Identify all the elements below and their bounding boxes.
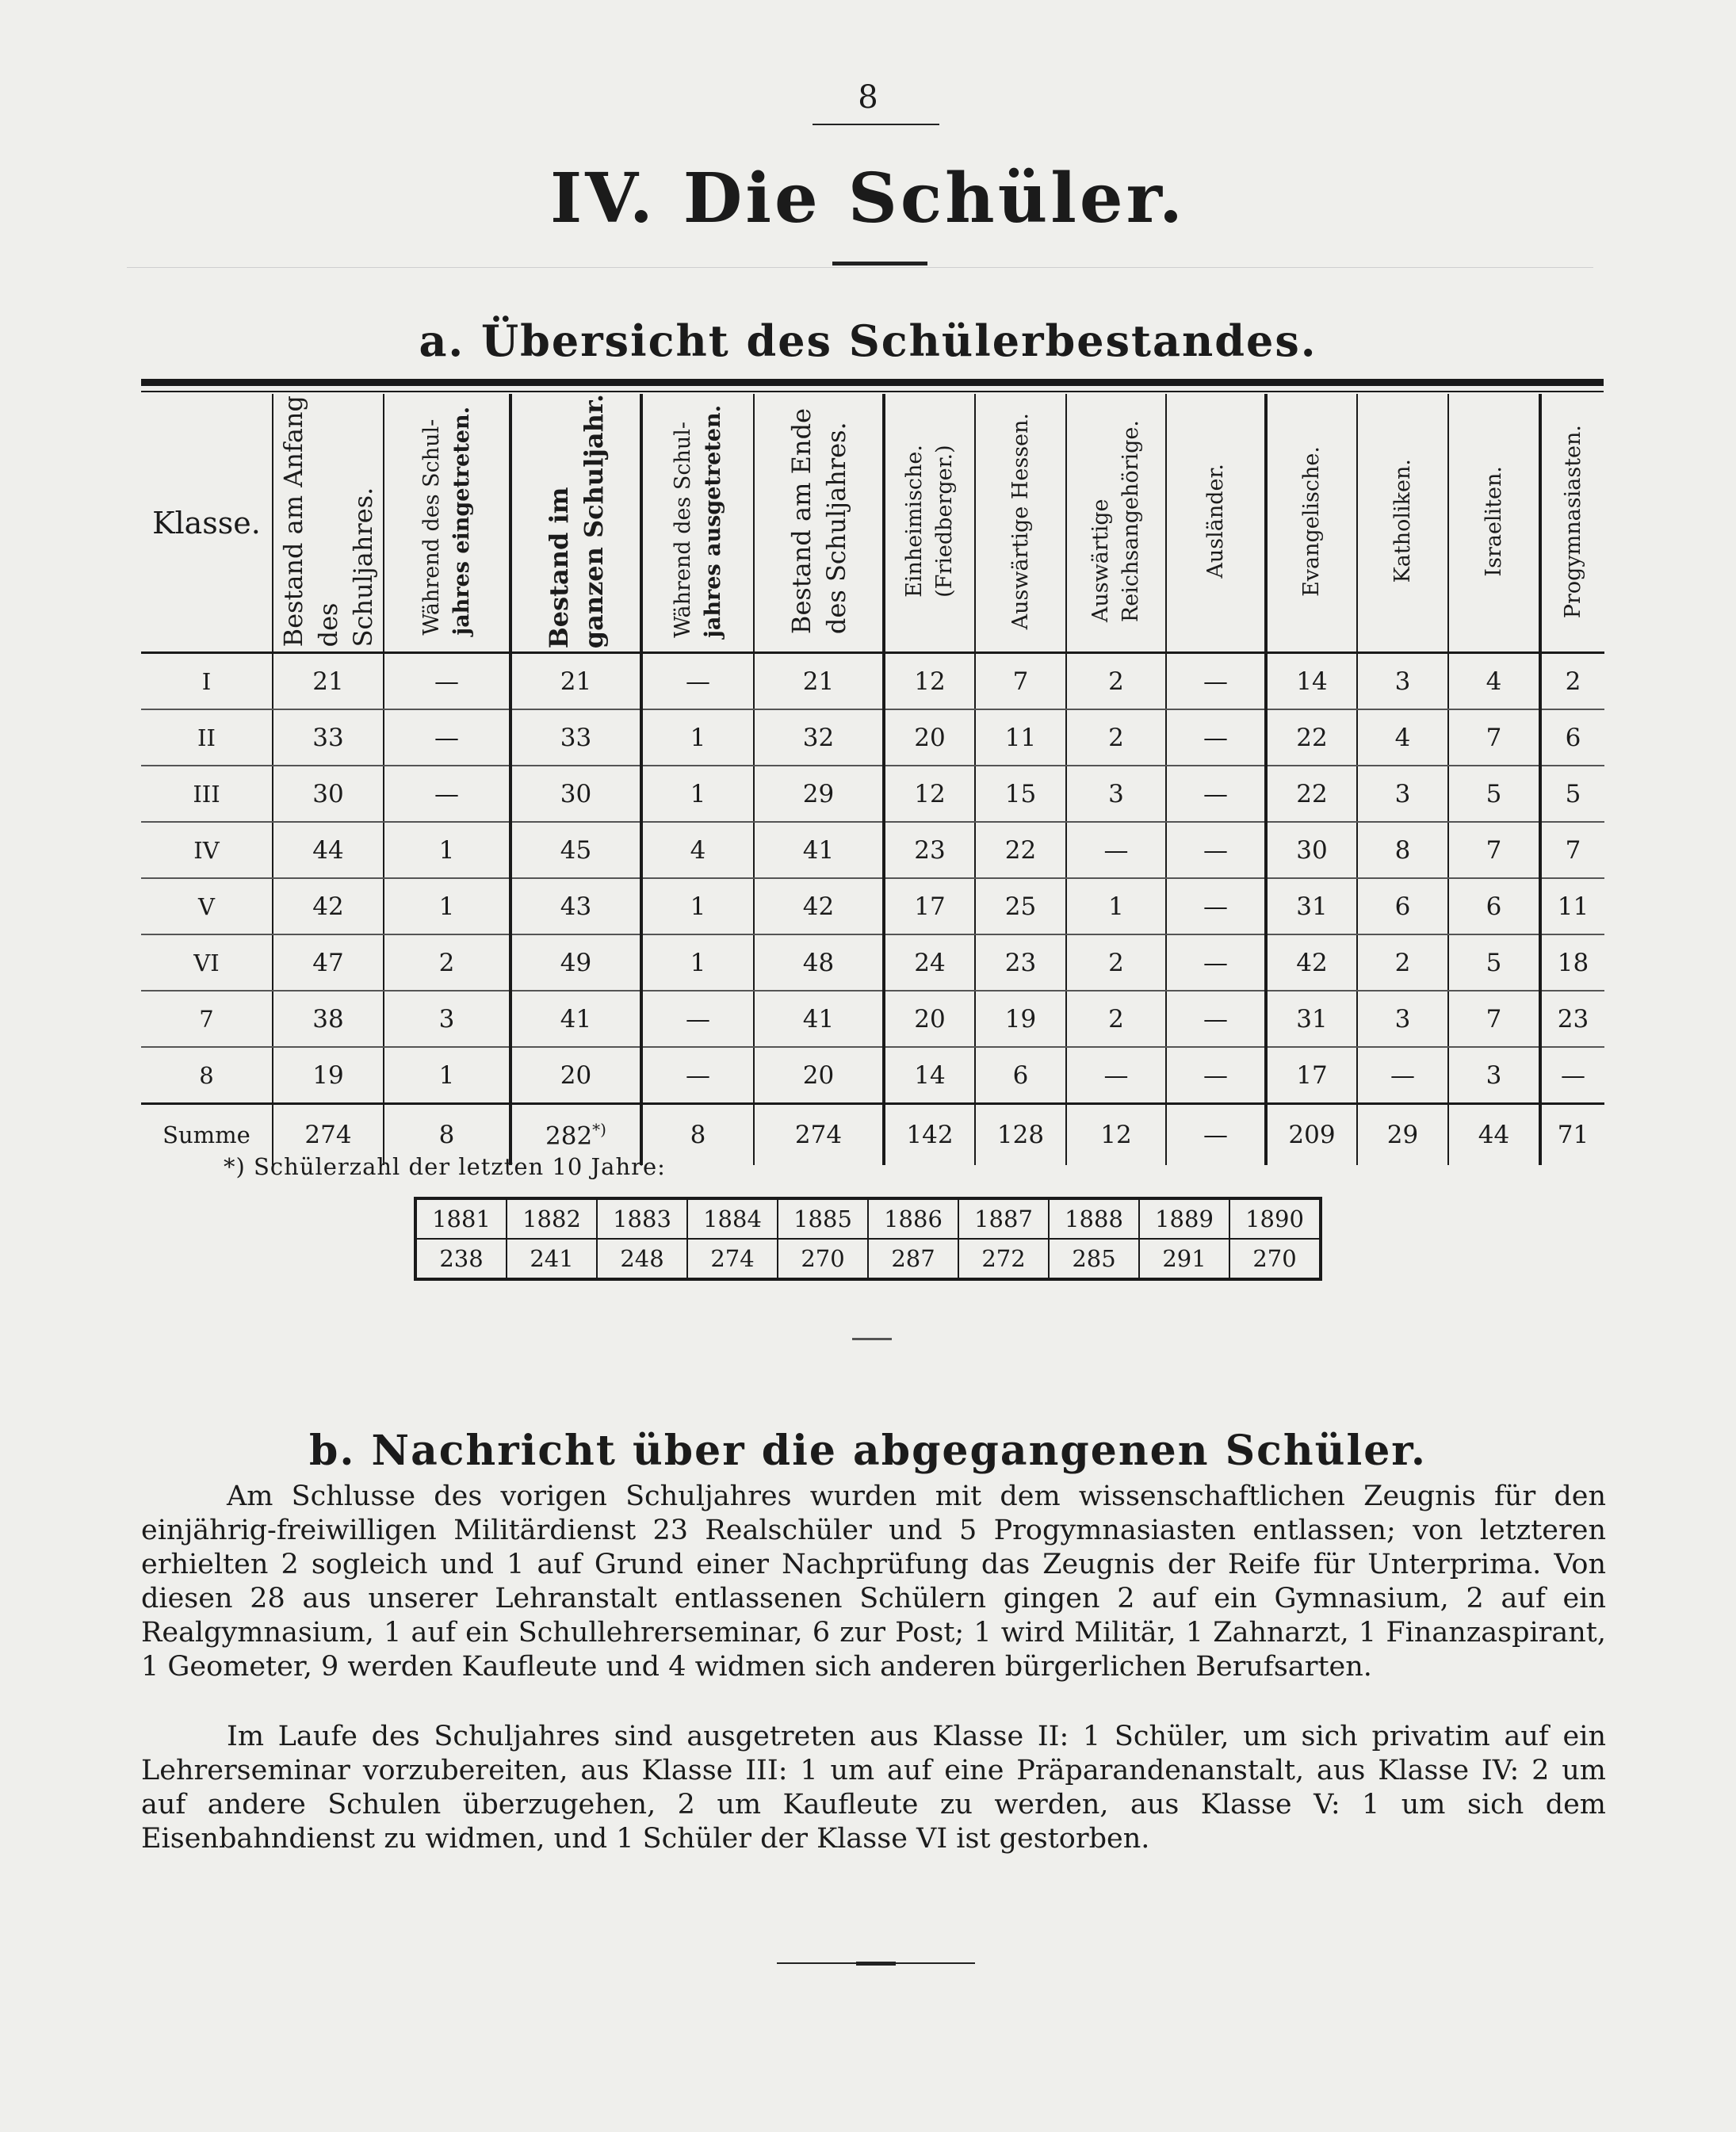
value-cell: 33 xyxy=(510,709,641,766)
table-row xyxy=(141,709,1604,766)
value-cell: 3 xyxy=(1357,766,1448,822)
summe-cell xyxy=(975,1104,1066,1166)
value-cell: 1 xyxy=(384,1047,510,1104)
value-cell: 22 xyxy=(1266,709,1357,766)
title-thin-rule xyxy=(127,267,1593,268)
year-cell: 1888 xyxy=(1049,1198,1139,1239)
table-row xyxy=(141,991,1604,1047)
value-cell: 5 xyxy=(1540,766,1604,822)
year-cell: 1889 xyxy=(1139,1198,1229,1239)
value-cell: 1 xyxy=(641,709,754,766)
value-cell: 2 xyxy=(384,934,510,991)
value-cell: 31 xyxy=(1266,991,1357,1047)
summe-value: 44 xyxy=(1478,1121,1510,1150)
value-cell: 48 xyxy=(754,934,884,991)
year-count-cell: 248 xyxy=(597,1239,687,1279)
table-row xyxy=(141,653,1604,710)
footnote-marker: *) xyxy=(592,1120,606,1140)
value-cell: 3 xyxy=(1357,991,1448,1047)
value-cell: 42 xyxy=(1266,934,1357,991)
value-cell: — xyxy=(1066,822,1166,878)
value-cell: 7 xyxy=(1448,709,1540,766)
value-cell: 2 xyxy=(1066,934,1166,991)
value-cell: 12 xyxy=(884,653,975,710)
col-header-reichsangehoerige: Auswärtige Reichsangehörige. xyxy=(1066,394,1166,653)
value-cell: 44 xyxy=(273,822,384,878)
value-cell: 1 xyxy=(641,878,754,934)
table-top-thick-rule xyxy=(141,379,1604,386)
value-cell: 20 xyxy=(754,1047,884,1104)
value-cell: 6 xyxy=(975,1047,1066,1104)
value-cell: 4 xyxy=(1448,653,1540,710)
year-count-cell: 238 xyxy=(415,1239,507,1279)
summe-cell xyxy=(1266,1104,1357,1166)
value-cell: — xyxy=(1540,1047,1604,1104)
value-cell: 20 xyxy=(510,1047,641,1104)
col-header-bestand-ganz: Bestand im ganzen Schuljahr. xyxy=(510,394,641,653)
value-cell: 2 xyxy=(1066,991,1166,1047)
summe-value: 8 xyxy=(690,1121,706,1150)
col-header-israeliten: Israeliten. xyxy=(1448,394,1540,653)
value-cell: — xyxy=(1166,991,1266,1047)
summe-value: 209 xyxy=(1288,1121,1336,1150)
ten-year-table xyxy=(414,1197,1322,1281)
student-overview-table xyxy=(141,394,1604,1165)
value-cell: 45 xyxy=(510,822,641,878)
value-cell: — xyxy=(1166,822,1266,878)
klasse-cell: I xyxy=(141,653,273,710)
year-count-cell: 287 xyxy=(868,1239,958,1279)
year-cell: 1883 xyxy=(597,1198,687,1239)
table-row xyxy=(141,766,1604,822)
value-cell: 1 xyxy=(1066,878,1166,934)
value-cell: — xyxy=(641,991,754,1047)
years-row xyxy=(415,1198,1321,1239)
title-rule xyxy=(832,262,927,266)
value-cell: 15 xyxy=(975,766,1066,822)
year-count-cell: 270 xyxy=(1229,1239,1321,1279)
value-cell: 7 xyxy=(975,653,1066,710)
value-cell: — xyxy=(1357,1047,1448,1104)
value-cell: 1 xyxy=(384,878,510,934)
table-body xyxy=(141,653,1604,1166)
summe-value: 274 xyxy=(794,1121,843,1150)
value-cell: 21 xyxy=(510,653,641,710)
summe-cell xyxy=(1166,1104,1266,1166)
value-cell: 20 xyxy=(884,991,975,1047)
footnote: *) Schülerzahl der letzten 10 Jahre: xyxy=(224,1153,666,1180)
value-cell: — xyxy=(384,653,510,710)
end-rule-center xyxy=(856,1962,896,1966)
value-cell: 19 xyxy=(975,991,1066,1047)
value-cell: 7 xyxy=(1448,822,1540,878)
col-header-progymnasiasten: Progymnasiasten. xyxy=(1540,394,1604,653)
value-cell: 24 xyxy=(884,934,975,991)
value-cell: — xyxy=(384,709,510,766)
value-cell: 49 xyxy=(510,934,641,991)
value-cell: 17 xyxy=(1266,1047,1357,1104)
klasse-cell: III xyxy=(141,766,273,822)
col-header-ausgetreten: Während des Schul- jahres ausgetreten. xyxy=(641,394,754,653)
year-cell: 1884 xyxy=(687,1198,778,1239)
year-count-cell: 272 xyxy=(958,1239,1049,1279)
value-cell: 42 xyxy=(754,878,884,934)
summe-value: 282 xyxy=(545,1121,593,1151)
value-cell: 42 xyxy=(273,878,384,934)
klasse-cell: 7 xyxy=(141,991,273,1047)
year-cell: 1886 xyxy=(868,1198,958,1239)
year-cell: 1882 xyxy=(507,1198,597,1239)
summe-value: 12 xyxy=(1100,1121,1132,1150)
year-count-cell: 274 xyxy=(687,1239,778,1279)
col-header-auslaender: Ausländer. xyxy=(1166,394,1266,653)
value-cell: 11 xyxy=(975,709,1066,766)
value-cell: 3 xyxy=(1448,1047,1540,1104)
section-divider xyxy=(852,1338,892,1340)
col-header-bestand-ende: Bestand am Ende des Schuljahres. xyxy=(754,394,884,653)
value-cell: 4 xyxy=(641,822,754,878)
summe-cell xyxy=(754,1104,884,1166)
value-cell: 21 xyxy=(273,653,384,710)
value-cell: — xyxy=(1166,934,1266,991)
value-cell: 23 xyxy=(884,822,975,878)
table-row xyxy=(141,822,1604,878)
value-cell: — xyxy=(1166,653,1266,710)
year-cell: 1885 xyxy=(778,1198,868,1239)
klasse-header: Klasse. xyxy=(141,394,273,653)
value-cell: 8 xyxy=(1357,822,1448,878)
value-cell: — xyxy=(1166,1047,1266,1104)
year-count-cell: 291 xyxy=(1139,1239,1229,1279)
value-cell: 33 xyxy=(273,709,384,766)
table-row xyxy=(141,878,1604,934)
table-header-row xyxy=(141,394,1604,653)
value-cell: 20 xyxy=(884,709,975,766)
value-cell: 17 xyxy=(884,878,975,934)
col-header-evangelische: Evangelische. xyxy=(1266,394,1357,653)
klasse-cell: II xyxy=(141,709,273,766)
value-cell: 2 xyxy=(1357,934,1448,991)
value-cell: 14 xyxy=(884,1047,975,1104)
value-cell: 23 xyxy=(975,934,1066,991)
value-cell: 23 xyxy=(1540,991,1604,1047)
value-cell: 2 xyxy=(1066,653,1166,710)
summe-value: 8 xyxy=(438,1121,455,1150)
summe-label: Summe xyxy=(141,1104,273,1166)
value-cell: 11 xyxy=(1540,878,1604,934)
page-title: IV. Die Schüler. xyxy=(550,159,1186,239)
year-cell: 1890 xyxy=(1229,1198,1321,1239)
summe-value: — xyxy=(1203,1121,1228,1150)
value-cell: 29 xyxy=(754,766,884,822)
value-cell: 41 xyxy=(754,822,884,878)
value-cell: 5 xyxy=(1448,766,1540,822)
year-counts-row xyxy=(415,1239,1321,1279)
paragraph-2: Im Laufe des Schuljahres sind ausgetreten aus Klasse II: 1 Schüler, um sich privatim auf ein Lehrerseminar vorzubereiten, aus Klasse III: 1 um auf eine Präparandenanstalt, aus Klasse IV: 2 um auf andere Schulen überzugehen, 2 um Kaufleute zu werden, aus Klasse V: 1 um sich dem Eisenbahndienst zu widmen, und 1 Schüler der Klasse VI ist gestorben. xyxy=(141,1721,1606,1855)
col-header-auswaertige-hessen: Auswärtige Hessen. xyxy=(975,394,1066,653)
page-number: 8 xyxy=(858,79,878,116)
summe-value: 274 xyxy=(304,1121,352,1150)
value-cell: 18 xyxy=(1540,934,1604,991)
value-cell: 7 xyxy=(1540,822,1604,878)
value-cell: 43 xyxy=(510,878,641,934)
paragraph-1: Am Schlusse des vorigen Schuljahres wurden mit dem wissenschaftlichen Zeugnis für den einjährig-freiwilligen Militärdienst 23 Realschüler und 5 Progymnasiasten entlassen; von letzteren erhielten 2 sogleich und 1 auf Grund einer Nachprüfung das Zeugnis der Reife für Unterprima. Von diesen 28 aus unserer Lehranstalt entlassenen Schülern gingen 2 auf ein Gymnasium, 2 auf ein Realgymnasium, 1 auf ein Schullehrerseminar, 6 zur Post; 1 wird Militär, 1 Zahnarzt, 1 Finanzaspirant, 1 Geometer, 9 werden Kaufleute und 4 widmen sich anderen bürgerlichen Berufsarten. xyxy=(141,1481,1606,1683)
value-cell: — xyxy=(641,653,754,710)
page-number-rule xyxy=(813,124,939,125)
summe-value: 71 xyxy=(1557,1121,1589,1150)
value-cell: 19 xyxy=(273,1047,384,1104)
value-cell: 2 xyxy=(1540,653,1604,710)
summe-value: 29 xyxy=(1386,1121,1419,1150)
value-cell: 21 xyxy=(754,653,884,710)
klasse-cell: IV xyxy=(141,822,273,878)
klasse-cell: VI xyxy=(141,934,273,991)
value-cell: 3 xyxy=(384,991,510,1047)
col-header-bestand-anfang: Bestand am Anfang des Schuljahres. xyxy=(273,394,384,653)
value-cell: — xyxy=(1166,766,1266,822)
summe-cell xyxy=(1448,1104,1540,1166)
table-top-thin-rule xyxy=(141,391,1604,392)
value-cell: 31 xyxy=(1266,878,1357,934)
value-cell: 1 xyxy=(384,822,510,878)
section-b-title: b. Nachricht über die abgegangenen Schüler. xyxy=(308,1427,1428,1475)
value-cell: 32 xyxy=(754,709,884,766)
value-cell: 6 xyxy=(1448,878,1540,934)
year-count-cell: 270 xyxy=(778,1239,868,1279)
value-cell: 38 xyxy=(273,991,384,1047)
summe-cell xyxy=(1540,1104,1604,1166)
value-cell: — xyxy=(1166,878,1266,934)
value-cell: 14 xyxy=(1266,653,1357,710)
value-cell: 30 xyxy=(1266,822,1357,878)
col-header-katholiken: Katholiken. xyxy=(1357,394,1448,653)
year-count-cell: 285 xyxy=(1049,1239,1139,1279)
value-cell: 25 xyxy=(975,878,1066,934)
summe-value: 142 xyxy=(906,1121,954,1150)
col-header-einheimische: Einheimische. (Friedberger.) xyxy=(884,394,975,653)
summe-cell xyxy=(884,1104,975,1166)
table-row xyxy=(141,1047,1604,1104)
value-cell: — xyxy=(384,766,510,822)
value-cell: 4 xyxy=(1357,709,1448,766)
value-cell: 22 xyxy=(1266,766,1357,822)
value-cell: 41 xyxy=(754,991,884,1047)
klasse-cell: V xyxy=(141,878,273,934)
value-cell: — xyxy=(641,1047,754,1104)
klasse-cell: 8 xyxy=(141,1047,273,1104)
value-cell: — xyxy=(1066,1047,1166,1104)
value-cell: 3 xyxy=(1066,766,1166,822)
value-cell: 5 xyxy=(1448,934,1540,991)
value-cell: 7 xyxy=(1448,991,1540,1047)
table-row xyxy=(141,934,1604,991)
summe-cell xyxy=(1066,1104,1166,1166)
value-cell: 1 xyxy=(641,766,754,822)
summe-cell xyxy=(1357,1104,1448,1166)
value-cell: — xyxy=(1166,709,1266,766)
value-cell: 2 xyxy=(1066,709,1166,766)
value-cell: 1 xyxy=(641,934,754,991)
value-cell: 30 xyxy=(510,766,641,822)
value-cell: 47 xyxy=(273,934,384,991)
value-cell: 6 xyxy=(1540,709,1604,766)
value-cell: 3 xyxy=(1357,653,1448,710)
year-cell: 1887 xyxy=(958,1198,1049,1239)
summe-value: 128 xyxy=(996,1121,1045,1150)
value-cell: 41 xyxy=(510,991,641,1047)
col-header-eingetreten: Während des Schul- jahres eingetreten. xyxy=(384,394,510,653)
section-a-title: a. Übersicht des Schülerbestandes. xyxy=(419,315,1317,366)
value-cell: 6 xyxy=(1357,878,1448,934)
value-cell: 30 xyxy=(273,766,384,822)
year-count-cell: 241 xyxy=(507,1239,597,1279)
value-cell: 12 xyxy=(884,766,975,822)
value-cell: 22 xyxy=(975,822,1066,878)
year-cell: 1881 xyxy=(415,1198,507,1239)
